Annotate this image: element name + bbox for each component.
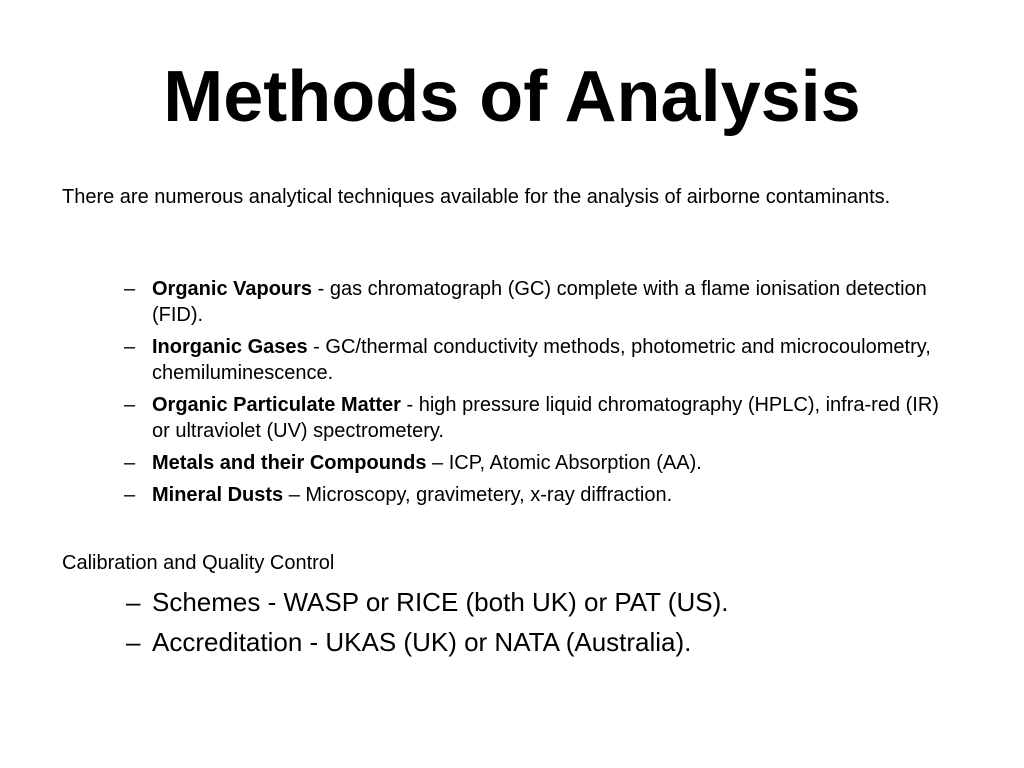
bullet-dash: – [124,484,136,506]
calibration-heading: Calibration and Quality Control [62,552,335,574]
list-item [0,392,952,444]
method-description: - high pressure liquid chromatography (HPLC), infra-red (IR) or ultraviolet (UV) spectrometery. [152,394,939,442]
bullet-dash: – [124,452,136,474]
list-item [0,334,952,386]
list-item [0,624,952,660]
methods-list [0,276,952,514]
bullet-dash: – [124,394,136,416]
list-item [0,276,952,328]
method-name: Mineral Dusts [152,484,284,506]
schemes-list [0,584,952,664]
method-description: – ICP, Atomic Absorption (AA). [426,452,702,474]
method-name: Inorganic Gases [152,336,308,358]
method-name: Organic Particulate Matter [152,394,401,416]
list-item [0,482,952,508]
method-name: Metals and their Compounds [152,452,427,474]
method-name: Organic Vapours [152,278,313,300]
scheme-text: Schemes - WASP or RICE (both UK) or PAT (US). [152,587,729,617]
intro-paragraph: There are numerous analytical techniques available for the analysis of airborne contaminants. [62,186,891,208]
slide-title: Methods of Analysis [163,57,861,137]
list-item [0,450,952,476]
bullet-dash: – [126,587,141,617]
method-description: – Microscopy, gravimetery, x-ray diffraction. [283,484,673,506]
bullet-dash: – [124,278,136,300]
method-description: - GC/thermal conductivity methods, photometric and microcoulometry, chemiluminescence. [152,336,931,384]
list-item [0,584,952,620]
scheme-text: Accreditation - UKAS (UK) or NATA (Australia). [152,627,692,657]
method-description: - gas chromatograph (GC) complete with a flame ionisation detection (FID). [152,278,927,326]
bullet-dash: – [126,627,141,657]
bullet-dash: – [124,336,136,358]
